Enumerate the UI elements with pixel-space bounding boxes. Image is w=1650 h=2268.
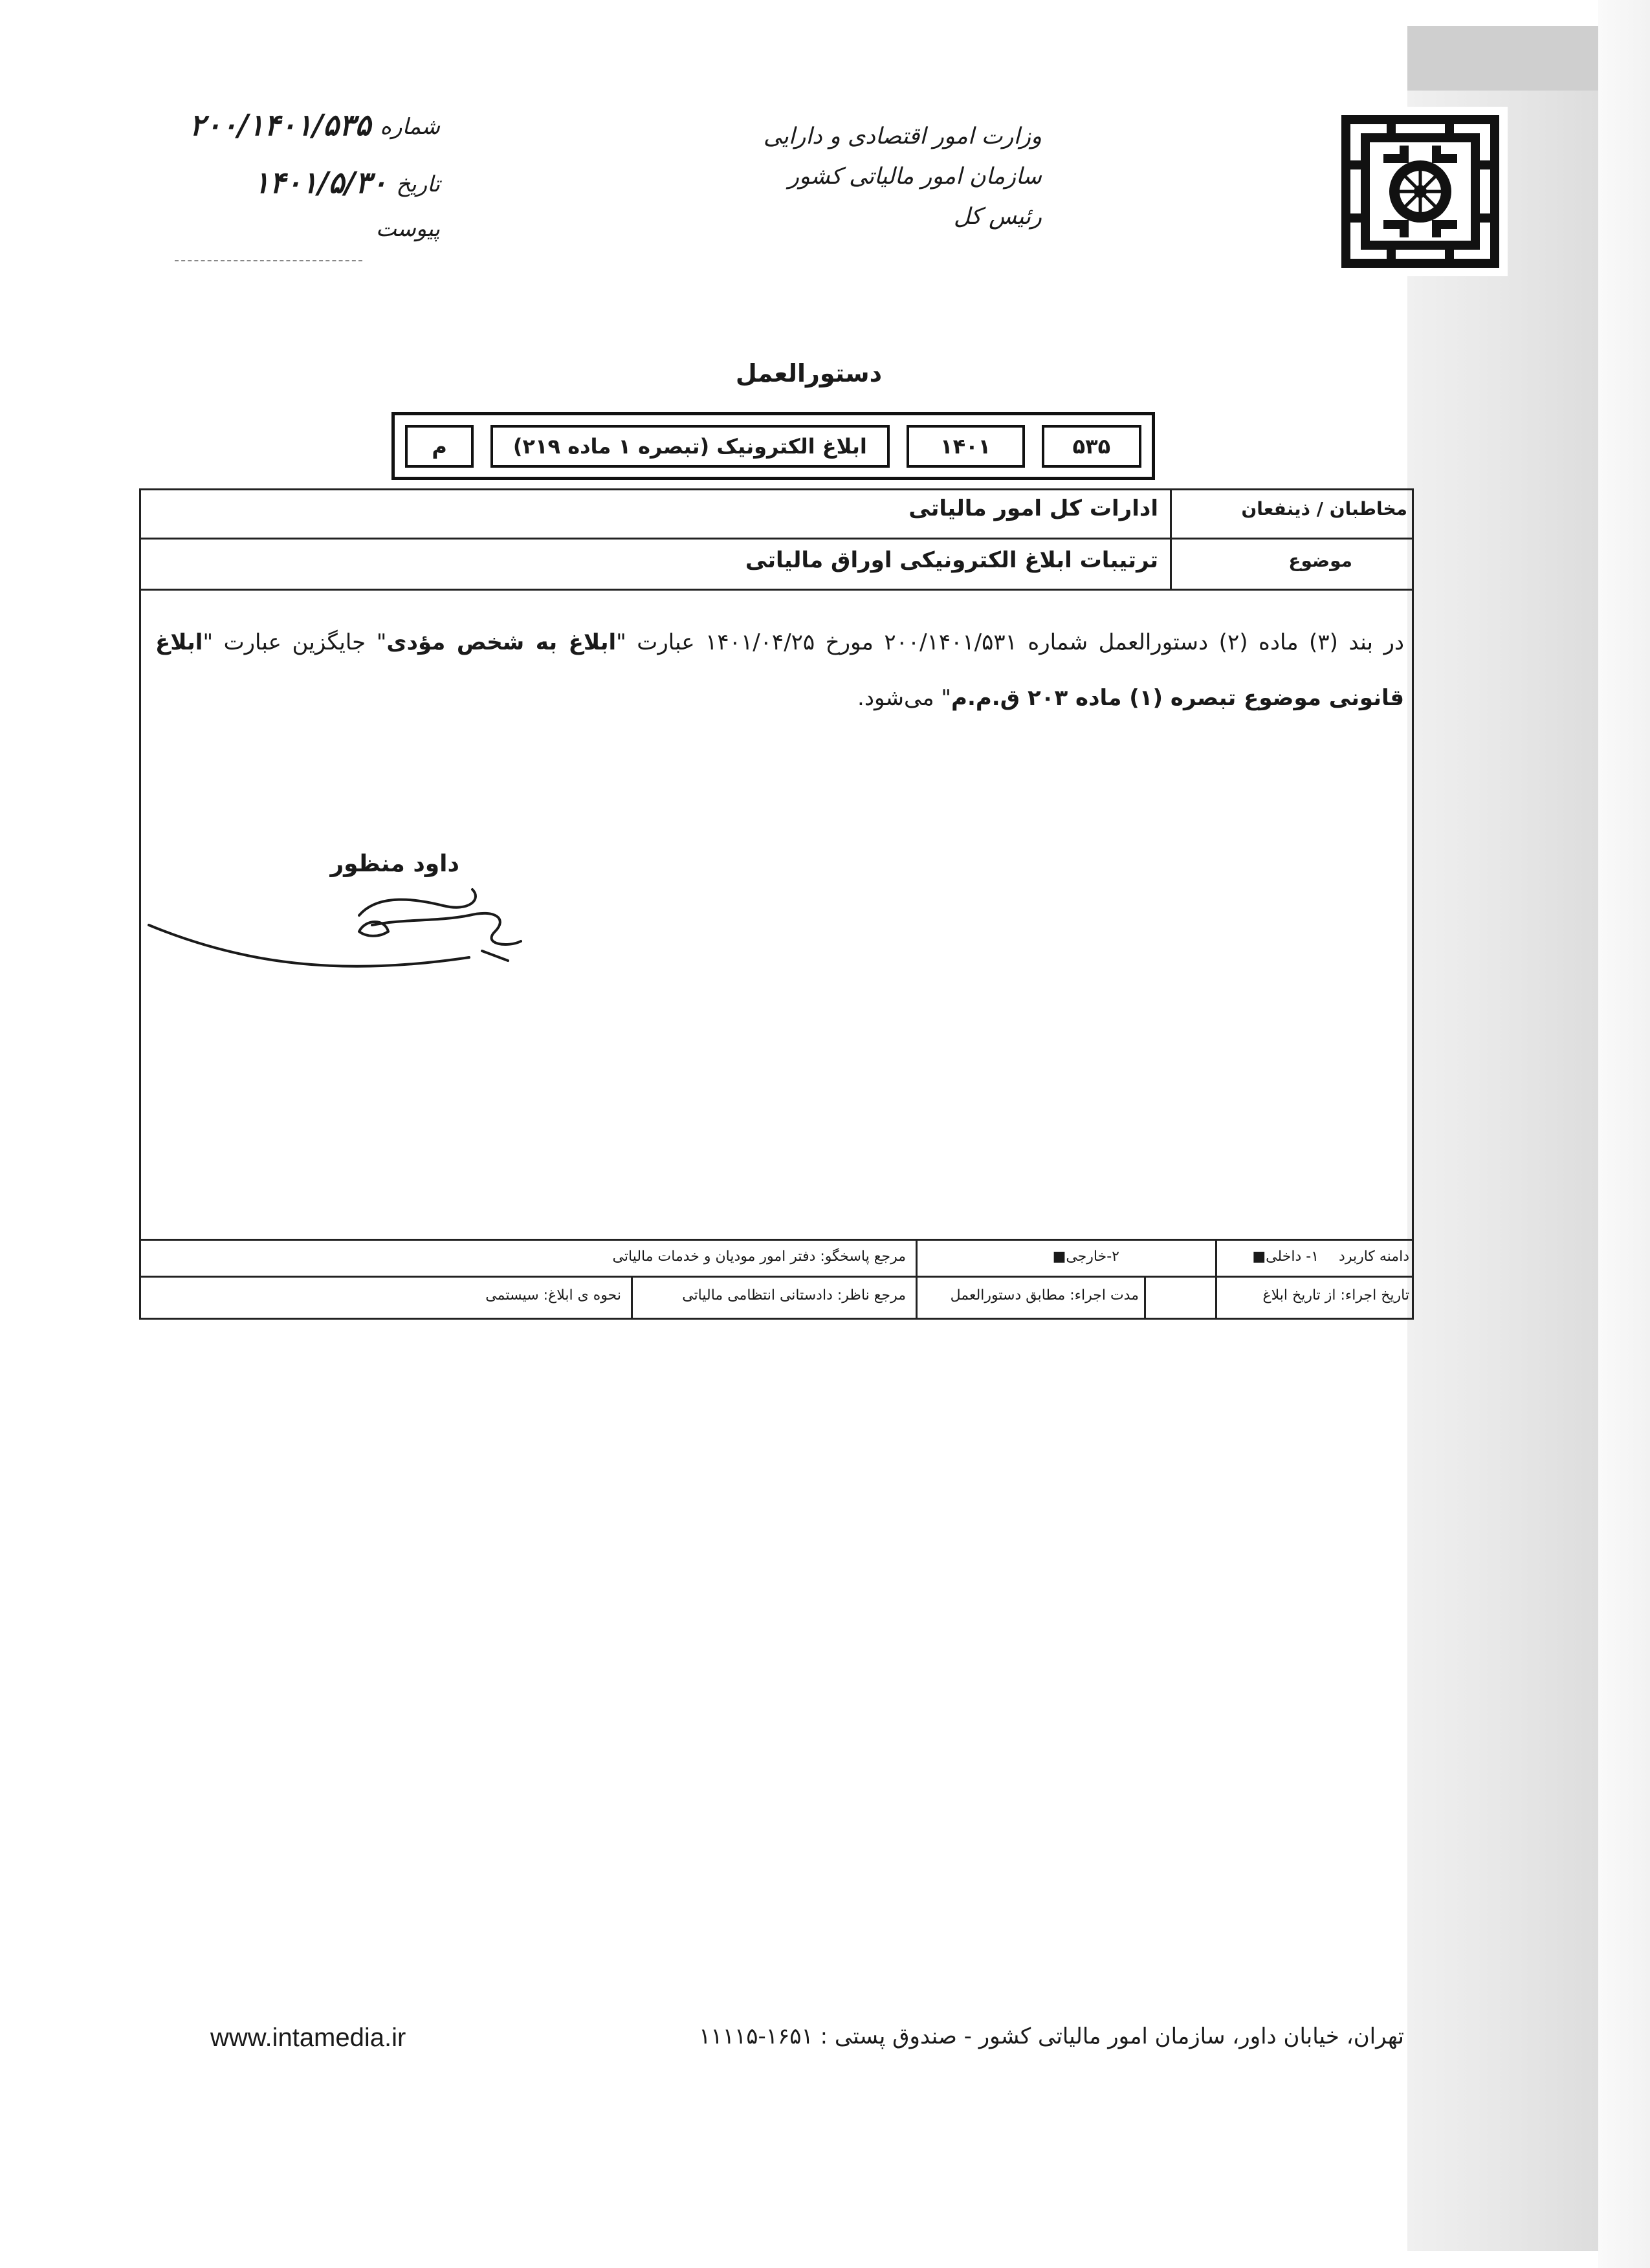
recipients-label: مخاطبان / ذینفعان: [1241, 498, 1407, 519]
date-label: تاریخ: [396, 171, 440, 197]
meta-cell-number: ۵۳۵: [1042, 425, 1141, 468]
body-part-2: " جایگزین عبارت ": [203, 629, 387, 655]
footer-divider: [139, 1276, 1414, 1278]
ministry-name: وزارت امور اقتصادی و دارایی: [763, 124, 1042, 149]
signature-image: [146, 880, 534, 977]
letter-date-row: [129, 155, 440, 212]
table-divider: [139, 589, 1414, 591]
table-divider: [139, 538, 1414, 540]
footer-address: تهران، خیابان داور، سازمان امور مالیاتی کشور - صندوق پستی : ۱۶۵۱-۱۱۱۱۵: [699, 2023, 1404, 2049]
tax-organization-emblem-icon: [1333, 107, 1508, 276]
scope-label-text: دامنه کاربرد: [1339, 1248, 1409, 1265]
scan-page-edge: [1598, 0, 1650, 2268]
signer-name: داود منظور: [330, 851, 459, 877]
scope-label: [1226, 1248, 1409, 1265]
number-label: شماره: [380, 114, 440, 140]
letter-number-row: [129, 97, 440, 155]
attachment-label: پیوست: [375, 216, 440, 242]
scan-shadow: [1407, 26, 1605, 2251]
scope-internal: ۱- داخلی■: [1252, 1248, 1319, 1265]
responder: مرجع پاسخگو: دفتر امور مودیان و خدمات مالیاتی: [612, 1248, 906, 1265]
letterhead: [679, 116, 1042, 237]
table-column-divider: [1170, 488, 1172, 589]
subject-value: ترتیبات ابلاغ الکترونیکی اوراق مالیاتی: [745, 547, 1158, 573]
attachment-underline: [175, 260, 362, 261]
footer-column-divider: [1215, 1239, 1217, 1320]
footer-divider: [139, 1239, 1414, 1241]
body-bold-1: ابلاغ به شخص مؤدی: [386, 629, 617, 655]
organization-name: سازمان امور مالیاتی کشور: [788, 164, 1042, 190]
body-bold-2: ابلاغ قانونی موضوع تبصره (۱) ماده ۲۰۳ ق.م.م: [155, 629, 1404, 711]
supervisor: مرجع ناظر: دادستانی انتظامی مالیاتی: [682, 1287, 906, 1303]
footer-column-divider: [631, 1276, 633, 1320]
subject-label: موضوع: [1288, 550, 1352, 571]
footer-column-divider: [1144, 1276, 1146, 1320]
notice-method: نحوه ی ابلاغ: سیستمی: [485, 1287, 621, 1303]
recipients-value: ادارات کل امور مالیاتی: [908, 496, 1158, 521]
body-part-1: در بند (۳) ماده (۲) دستورالعمل شماره ۲۰۰/۱۴۰۱/۵۳۱ مورخ ۱۴۰۱/۰۴/۲۵ عبارت ": [616, 629, 1405, 655]
instruction-meta-box: [391, 412, 1155, 480]
number-value: ۲۰۰/۱۴۰۱/۵۳۵: [189, 107, 371, 142]
execution-period: مدت اجراء: مطابق دستورالعمل: [950, 1287, 1139, 1303]
scope-external: ۲-خارجی■: [1052, 1248, 1119, 1265]
body-part-3: " می‌شود.: [857, 685, 952, 711]
meta-cell-code: م: [405, 425, 474, 468]
meta-cell-year: ۱۴۰۱: [907, 425, 1025, 468]
letter-meta: [129, 97, 440, 246]
position-title: رئیس کل: [953, 204, 1042, 230]
scan-shadow-top: [1407, 26, 1605, 91]
attachment-row: [129, 212, 440, 246]
instruction-body: [155, 615, 1404, 726]
execution-date: تاریخ اجراء: از تاریخ ابلاغ: [1262, 1287, 1409, 1303]
document-type: دستورالعمل: [735, 359, 883, 387]
meta-cell-title: ابلاغ الکترونیک (تبصره ۱ ماده ۲۱۹): [490, 425, 889, 468]
footer-column-divider: [916, 1239, 918, 1320]
footer-website-link[interactable]: www.intamedia.ir: [210, 2023, 406, 2052]
date-value: ۱۴۰۱/۵/۳۰: [253, 165, 388, 200]
